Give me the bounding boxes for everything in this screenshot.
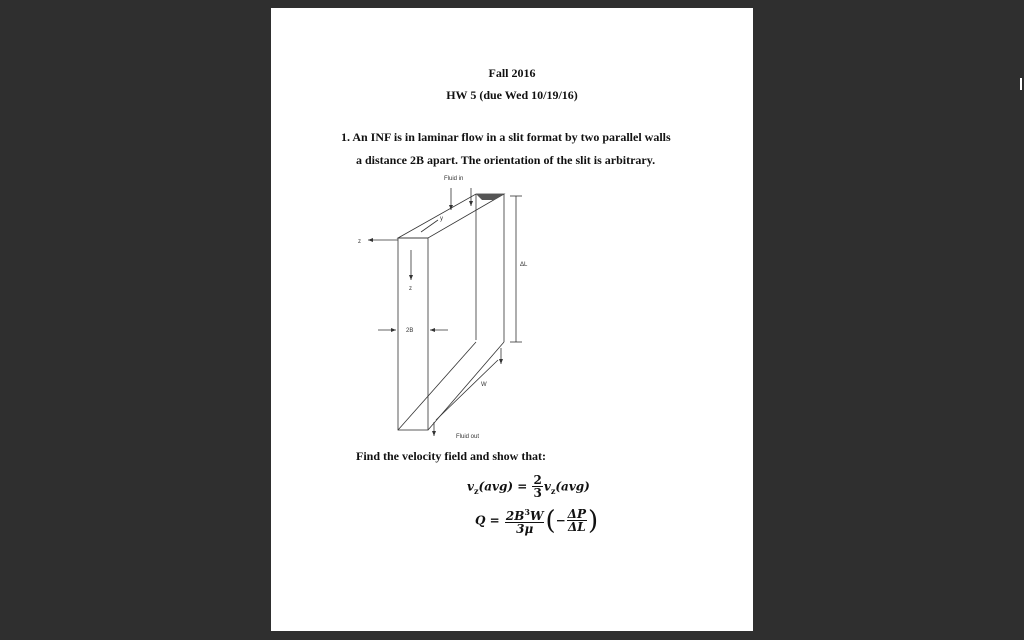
eq2-numerator-2b: 2B: [505, 509, 525, 523]
eq2-fraction: [505, 506, 545, 536]
eq2-equals: =: [489, 513, 500, 528]
eq2-fraction-denominator: 3μ: [516, 522, 534, 536]
eq2-open-paren: (: [545, 506, 556, 536]
document-page: [271, 8, 753, 631]
arrowhead: [409, 275, 413, 280]
w-dimension-line: [436, 360, 498, 420]
eq1-fraction: [532, 474, 542, 500]
eq1-rhs-symbol: v: [543, 479, 551, 494]
z-axis-label: z: [358, 239, 361, 245]
arrowhead: [432, 431, 436, 436]
eq2-pressure-denominator: ΔL: [567, 520, 586, 534]
eq1-rhs-argument: (avg): [555, 479, 590, 494]
width-2b-label: 2B: [406, 328, 414, 334]
problem-text-line-1: 1. An INF is in laminar flow in a slit format by two parallel walls: [341, 130, 671, 144]
assignment-heading: HW 5 (due Wed 10/19/16): [446, 88, 578, 102]
semester-heading: Fall 2016: [488, 66, 536, 80]
eq1-lhs-argument: (avg): [478, 479, 514, 494]
shaded-top-corner: [476, 194, 504, 200]
arrowhead: [391, 328, 396, 332]
eq1-fraction-denominator: 3: [533, 486, 542, 500]
vertical-axis-label: z: [409, 286, 412, 292]
eq2-lhs-symbol: Q: [475, 513, 486, 528]
eq2-numerator-w: W: [529, 509, 544, 523]
y-axis-line: [421, 220, 438, 232]
eq2-minus: −: [555, 513, 566, 528]
eq2-numerator-exponent: 3: [524, 507, 530, 517]
eq1-lhs-subscript: z: [473, 485, 479, 496]
w-label: W: [481, 382, 487, 388]
equation-flow-rate: [475, 506, 598, 536]
instruction-text: Find the velocity field and show that:: [356, 449, 547, 463]
eq2-pressure-numerator: ΔP: [567, 507, 587, 521]
slit-flow-diagram: [356, 170, 556, 445]
equation-average-velocity: [467, 474, 590, 500]
fluid-out-label: Fluid out: [456, 434, 480, 440]
eq1-fraction-numerator: 2: [533, 473, 542, 487]
eq1-lhs-symbol: v: [467, 479, 474, 494]
eq1-rhs-subscript: z: [550, 485, 556, 496]
eq2-close-paren: ): [588, 506, 599, 536]
arrowhead: [430, 328, 435, 332]
arrowhead: [469, 201, 473, 206]
fluid-in-label: Fluid in: [444, 176, 464, 182]
delta-l-label: ΔL: [520, 262, 528, 268]
eq2-pressure-fraction: [567, 508, 587, 534]
arrowhead: [499, 359, 503, 364]
eq1-equals: =: [517, 479, 528, 494]
arrowhead: [368, 238, 373, 242]
viewer-edge-marker: [1020, 78, 1022, 90]
bottom-inner-edge: [398, 342, 476, 430]
y-axis-label: y: [440, 216, 443, 222]
problem-text-line-2: a distance 2B apart. The orientation of the slit is arbitrary.: [356, 153, 656, 167]
eq2-fraction-numerator: [505, 506, 545, 523]
